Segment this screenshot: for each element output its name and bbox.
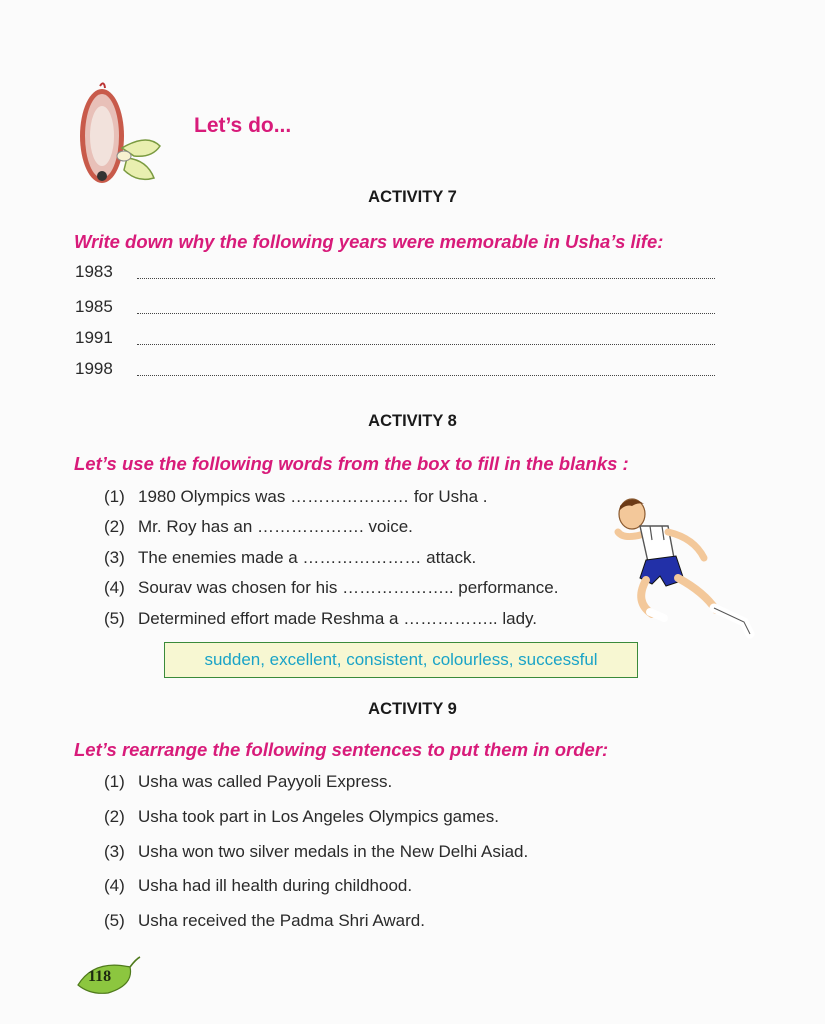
item-number: (3): [104, 842, 125, 861]
item-text: Usha took part in Los Angeles Olympics games.: [138, 807, 499, 826]
list-item: [104, 548, 476, 568]
activity-9-title: ACTIVITY 9: [368, 700, 457, 718]
page-number: 118: [88, 968, 112, 985]
activity-7-title: ACTIVITY 7: [368, 188, 457, 206]
year-row: [75, 328, 715, 352]
list-item: [104, 609, 537, 629]
answer-line[interactable]: [137, 375, 715, 376]
item-number: (1): [104, 772, 125, 791]
item-number: (4): [104, 578, 125, 597]
item-text: 1980 Olympics was ………………… for Usha .: [138, 487, 488, 506]
item-text: Mr. Roy has an ………………. voice.: [138, 517, 413, 536]
answer-line[interactable]: [137, 344, 715, 345]
item-text: Usha had ill health during childhood.: [138, 876, 413, 895]
activity-8-instruction: Let’s use the following words from the box to fill in the blanks :: [74, 453, 629, 474]
item-text: Determined effort made Reshma a …………….. lady.: [138, 609, 538, 628]
list-item: [104, 578, 558, 598]
item-number: (5): [104, 911, 125, 930]
list-item: [104, 807, 499, 827]
year-label: 1985: [75, 297, 113, 316]
item-text: Usha received the Padma Shri Award.: [138, 911, 425, 930]
item-text: Usha won two silver medals in the New Delhi Asiad.: [138, 842, 529, 861]
section-title: Let’s do...: [194, 114, 292, 137]
peanut-mascot-icon: [72, 78, 172, 196]
item-number: (1): [104, 487, 125, 506]
item-number: (4): [104, 876, 125, 895]
activity-8-title: ACTIVITY 8: [368, 412, 457, 430]
item-text: The enemies made a ………………… attack.: [138, 548, 477, 567]
year-row: [75, 262, 715, 286]
list-item: [104, 487, 488, 507]
list-item: [104, 842, 528, 862]
activity-7-instruction: Write down why the following years were memorable in Usha’s life:: [74, 231, 664, 252]
item-number: (2): [104, 807, 125, 826]
activity-9-instruction: Let’s rearrange the following sentences to put them in order:: [74, 739, 609, 760]
year-label: 1983: [75, 262, 113, 281]
list-item: [104, 911, 425, 931]
item-number: (2): [104, 517, 125, 536]
year-row: [75, 359, 715, 383]
year-label: 1991: [75, 328, 113, 347]
word-box: sudden, excellent, consistent, colourless, successful: [164, 642, 638, 678]
list-item: [104, 876, 412, 896]
item-number: (5): [104, 609, 125, 628]
year-label: 1998: [75, 359, 113, 378]
answer-line[interactable]: [137, 313, 715, 314]
list-item: [104, 772, 392, 792]
item-number: (3): [104, 548, 125, 567]
item-text: Sourav was chosen for his ……………….. performance.: [138, 578, 559, 597]
answer-line[interactable]: [137, 278, 715, 279]
running-boy-icon: [604, 492, 764, 642]
list-item: [104, 517, 413, 537]
year-row: [75, 297, 715, 321]
item-text: Usha was called Payyoli Express.: [138, 772, 393, 791]
